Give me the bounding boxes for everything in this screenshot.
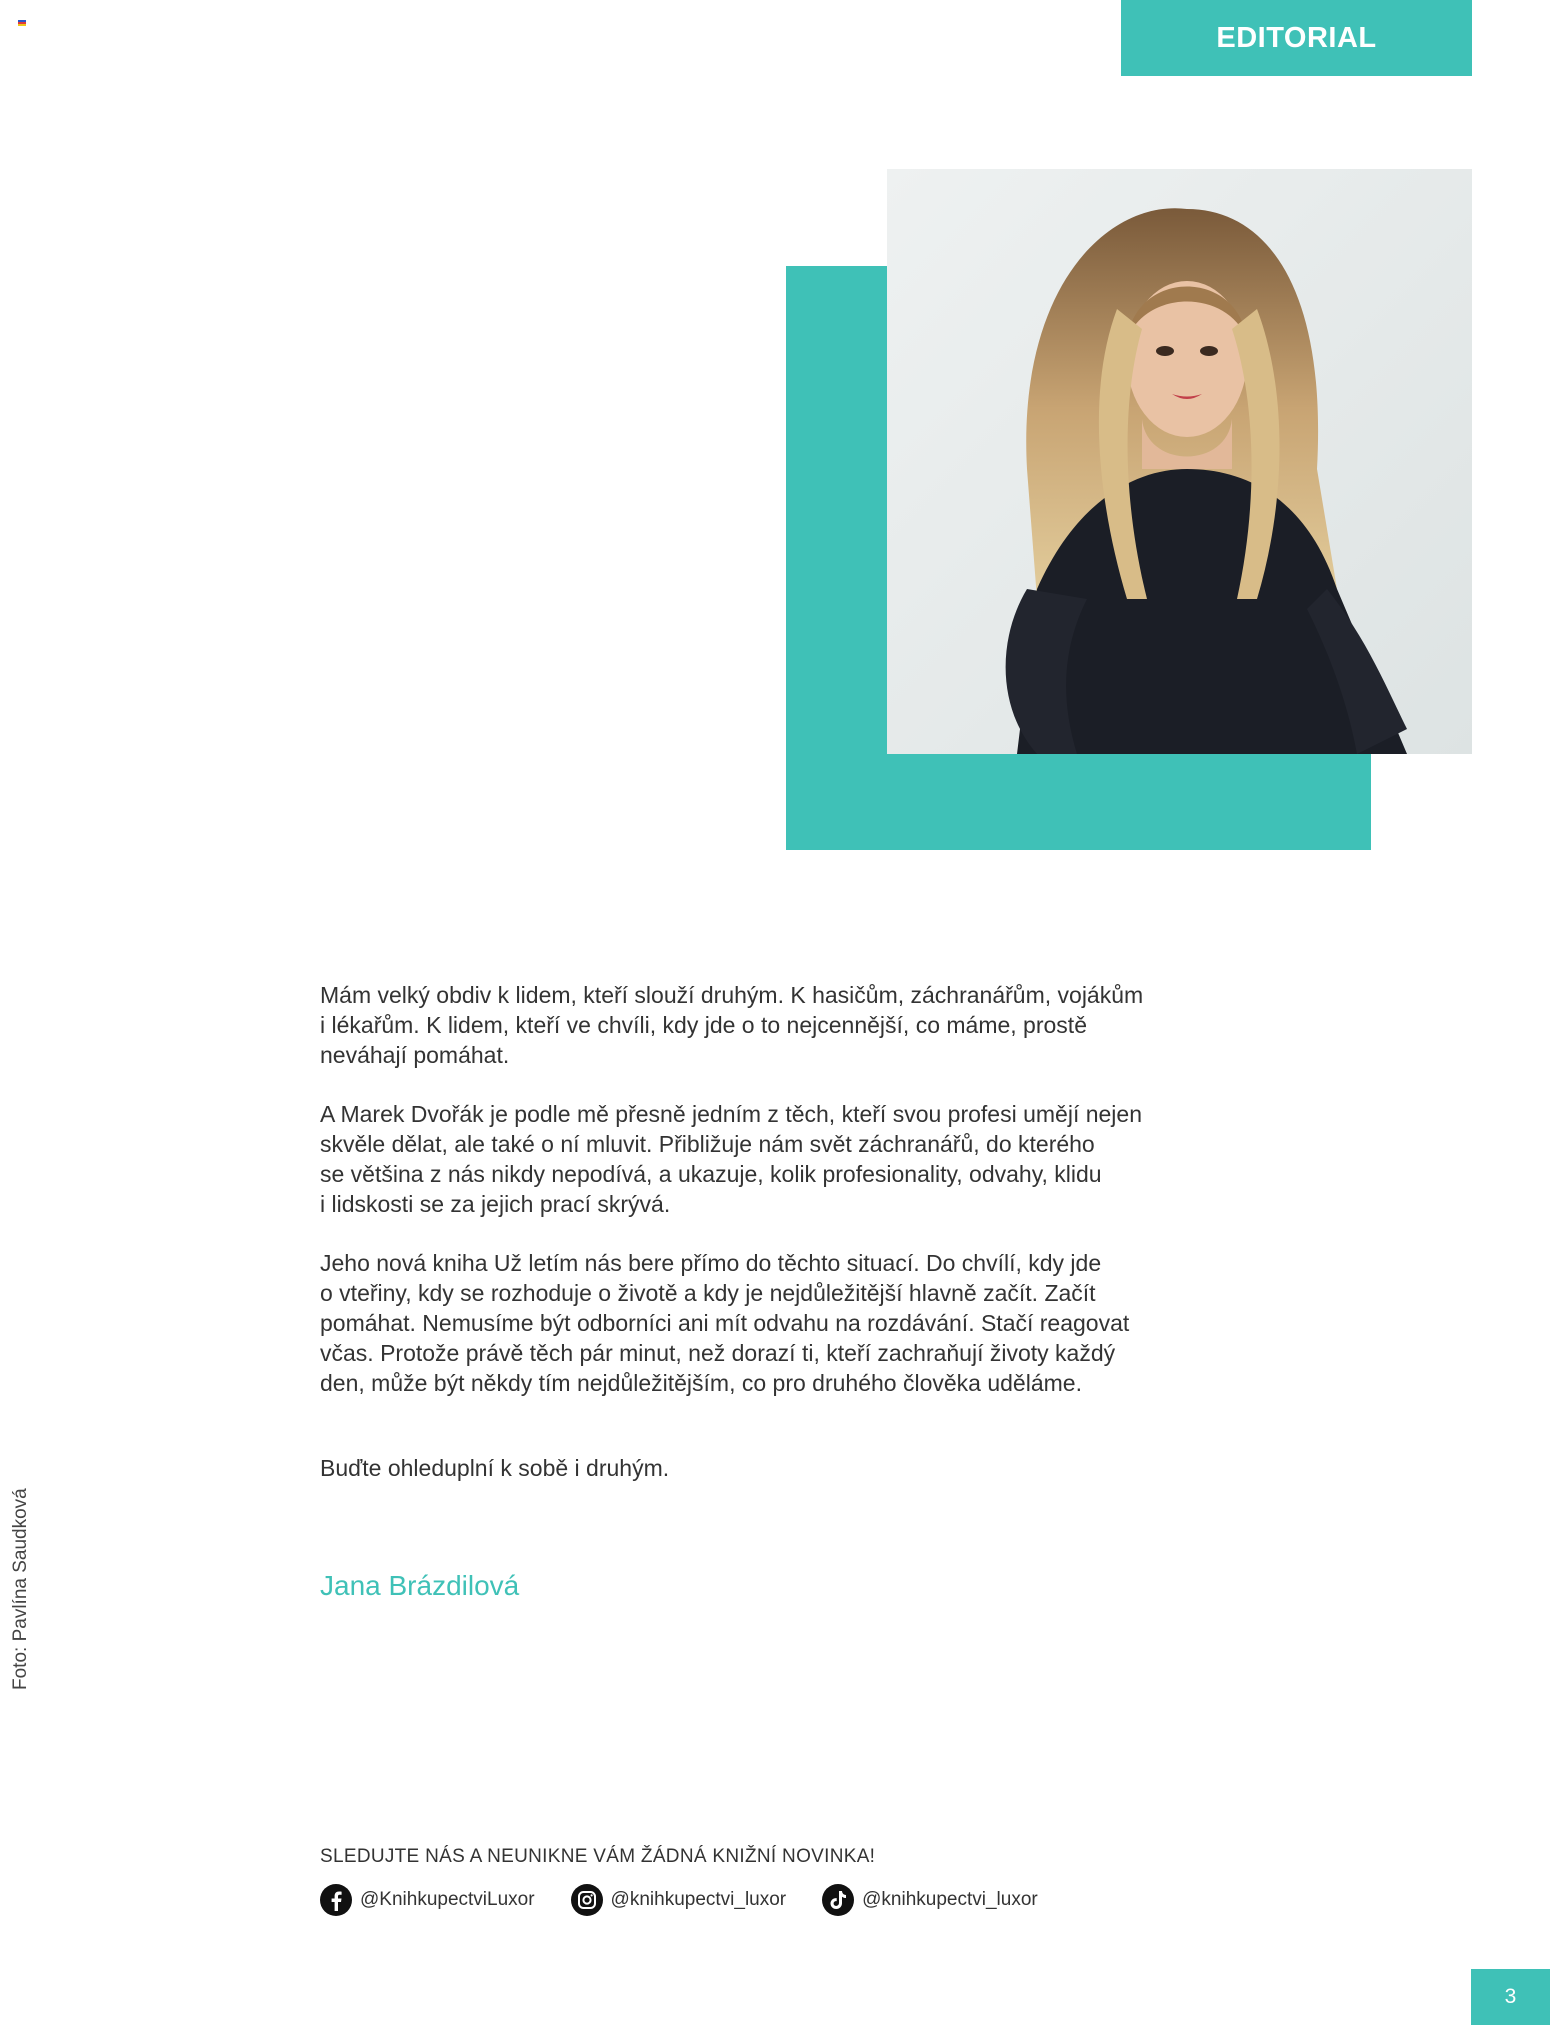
corner-flag-mark: [18, 20, 26, 26]
follow-heading: SLEDUJTE NÁS A NEUNIKNE VÁM ŽÁDNÁ KNIŽNÍ NOVINKA!: [320, 1846, 876, 1867]
editorial-body: [320, 980, 1220, 1427]
instagram-link[interactable]: [571, 1884, 787, 1916]
instagram-handle: @knihkupectvi_luxor: [610, 1889, 787, 1910]
facebook-handle: @KnihkupectviLuxor: [360, 1889, 535, 1910]
facebook-link[interactable]: [320, 1884, 535, 1916]
tiktok-link[interactable]: [822, 1884, 1038, 1916]
tiktok-icon: [822, 1884, 854, 1916]
portrait-photo: [887, 169, 1472, 754]
section-tab: [1121, 0, 1472, 76]
instagram-icon: [571, 1884, 603, 1916]
paragraph-1: Mám velký obdiv k lidem, kteří slouží druhým. K hasičům, záchranářům, vojákům i lékařům. K lidem, kteří ve chvíli, kdy jde o to nejcennější, co máme, prostě neváhají pomáhat.: [320, 982, 1144, 1068]
facebook-icon: [320, 1884, 352, 1916]
social-links: [320, 1884, 1038, 1916]
paragraph-2: A Marek Dvořák je podle mě přesně jedním z těch, kteří svou profesi umějí nejen skvěle dělat, ale také o ní mluvit. Přibližuje nám svět záchranářů, do kterého se většina z nás nikdy nepodívá, a ukazuje, kolik profesionality, odvahy, klidu i lidskosti se za jejich prací skrývá.: [320, 1101, 1143, 1217]
page-number-label: 3: [1504, 1985, 1517, 2008]
signature: Jana Brázdilová: [320, 1570, 520, 1601]
author-portrait: [887, 169, 1472, 754]
paragraph-3: Jeho nová kniha Už letím nás bere přímo do těchto situací. Do chvílí, kdy jde o vteřiny, kdy se rozhoduje o životě a kdy je nejdůležitější hlavně začít. Začít pomáhat. Nemusíme být odborníci ani mít odvahu na rozdávání. Stačí reagovat včas. Protože právě těch pár minut, než dorazí ti, kteří zachraňují životy každý den, může být někdy tím nejdůležitějším, co pro druhého člověka uděláme.: [320, 1250, 1130, 1396]
tiktok-handle: @knihkupectvi_luxor: [862, 1889, 1038, 1910]
photo-credit: Foto: Pavlína Saudková: [10, 1488, 31, 1690]
section-label: EDITORIAL: [1216, 21, 1377, 54]
closing-line: Buďte ohleduplní k sobě i druhým.: [320, 1455, 670, 1481]
page-number: [1471, 1969, 1550, 2025]
